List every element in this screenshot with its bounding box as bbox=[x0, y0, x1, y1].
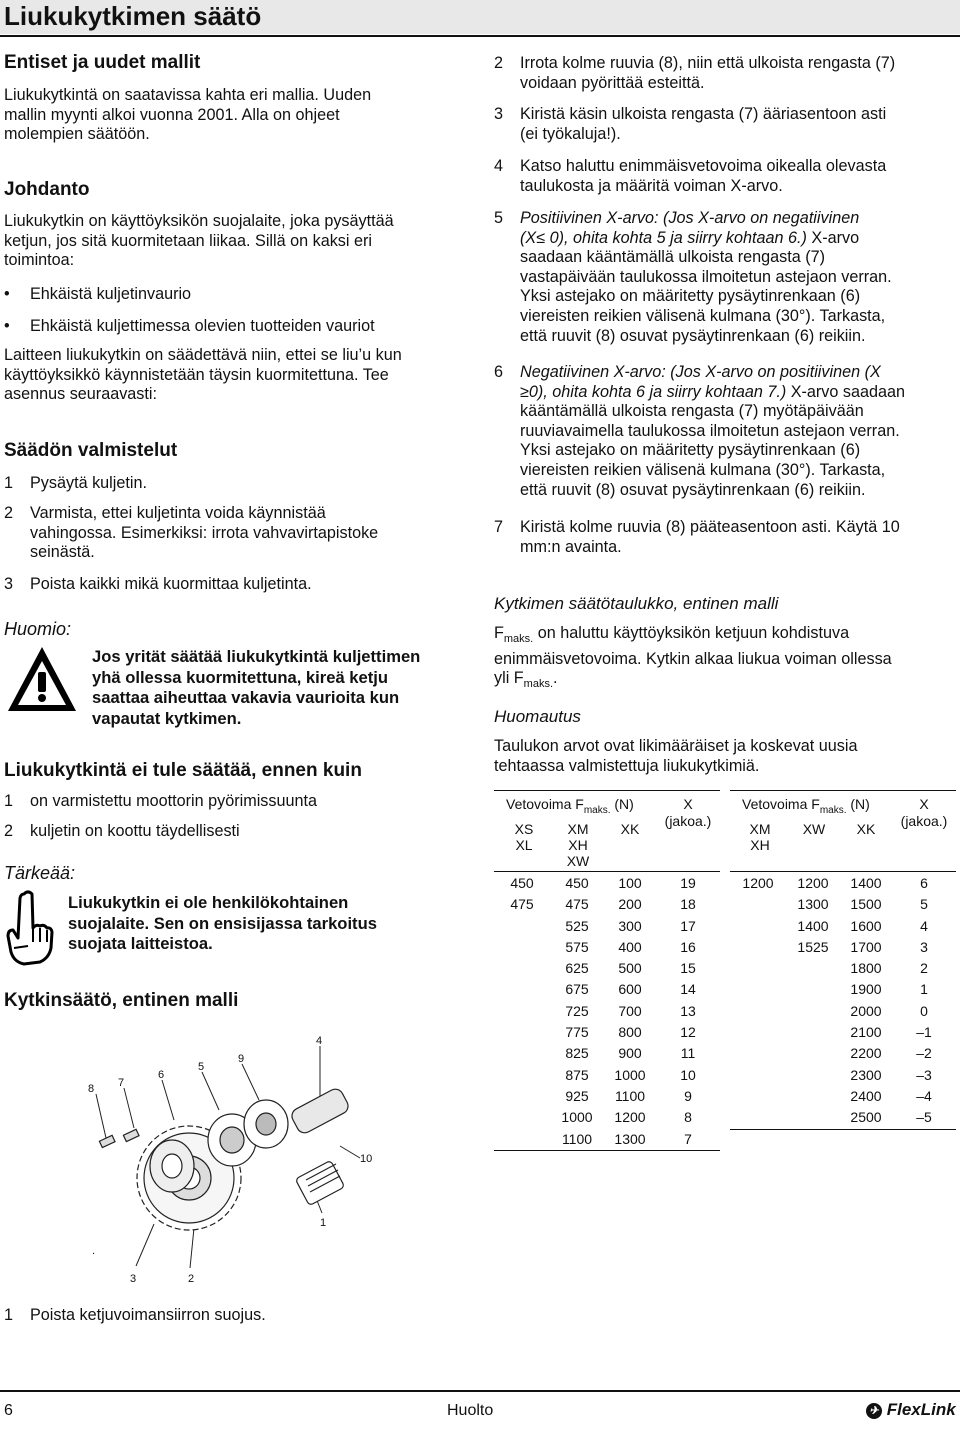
table-row bbox=[494, 1001, 720, 1022]
table-cell: 700 bbox=[618, 1002, 642, 1019]
table-row bbox=[494, 1086, 720, 1107]
step-4: 4 Katso haluttu enimmäisvetovoima oikealla olevasta taulukosta ja määritä voiman X-arvo. bbox=[494, 157, 887, 195]
part-label: 5 bbox=[198, 1061, 205, 1073]
table-body bbox=[730, 873, 956, 1129]
table-cell: 8 bbox=[684, 1109, 692, 1126]
table-row bbox=[730, 937, 956, 958]
table-row bbox=[730, 1107, 956, 1128]
important-label: Tärkeää: bbox=[4, 863, 76, 883]
table-cell: 925 bbox=[565, 1087, 589, 1104]
table-cell: 1100 bbox=[614, 1087, 646, 1104]
table-cell bbox=[730, 937, 786, 958]
table-cell: 19 bbox=[680, 875, 696, 891]
table-cell bbox=[494, 1001, 550, 1022]
table-cell: 525 bbox=[565, 917, 589, 934]
condition-item-1: 1 on varmistettu moottorin pyörimissuunta bbox=[4, 792, 317, 810]
pointing-hand-icon bbox=[6, 890, 54, 966]
table-row bbox=[494, 916, 720, 937]
page-title: Liukukytkimen säätö bbox=[4, 1, 262, 31]
prep-step-2: 2 Varmista, ettei kuljetinta voida käynnistää vahingossa. Esimerkiksi: irrota vahvavirtapistoke seinästä. bbox=[4, 504, 379, 562]
heading-old-model: Kytkinsäätö, entinen malli bbox=[4, 990, 239, 1011]
table-cell bbox=[730, 1107, 786, 1128]
table-cell: 825 bbox=[565, 1045, 589, 1062]
model-group: XM XH bbox=[749, 821, 771, 853]
part-label: 3 bbox=[130, 1273, 137, 1285]
table-cell bbox=[730, 1086, 786, 1107]
table-cell: 7 bbox=[684, 1130, 692, 1147]
table-row bbox=[730, 1065, 956, 1086]
table-row bbox=[494, 1065, 720, 1086]
friction-disc bbox=[150, 1140, 194, 1192]
table-cell: 575 bbox=[565, 938, 589, 955]
leader-line bbox=[340, 1146, 360, 1158]
table-cell bbox=[494, 1086, 550, 1107]
footer-rule bbox=[0, 1390, 960, 1392]
table-row bbox=[494, 937, 720, 958]
table-cell: 625 bbox=[565, 960, 589, 977]
bullet-item: • Ehkäistä kuljetinvaurio bbox=[4, 285, 192, 303]
table-cell: 400 bbox=[618, 938, 642, 955]
table-cell: 18 bbox=[680, 896, 696, 913]
part-label: 8 bbox=[88, 1083, 95, 1095]
spring bbox=[295, 1160, 344, 1205]
table-cell: 725 bbox=[565, 1002, 589, 1019]
title-rule bbox=[0, 35, 960, 37]
table-cell: 1800 bbox=[850, 960, 882, 977]
table-cell: 900 bbox=[618, 1045, 642, 1062]
header-force: Vetovoima $F_{maks.}$ (N) bbox=[742, 796, 870, 816]
table-cell: 2000 bbox=[850, 1002, 882, 1019]
table-cell: 4 bbox=[920, 917, 928, 934]
table-cell bbox=[494, 958, 550, 979]
table-cell bbox=[494, 916, 550, 937]
condition-item-2: 2 kuljetin on koottu täydellisesti bbox=[4, 822, 240, 840]
table-row bbox=[730, 873, 956, 894]
table-row bbox=[730, 979, 956, 1000]
table-cell: 3 bbox=[920, 938, 928, 955]
table-cell bbox=[494, 1107, 550, 1128]
model-group: XK bbox=[620, 821, 640, 837]
table-cell: 2400 bbox=[850, 1087, 882, 1104]
table-cell: 1300 bbox=[614, 1130, 646, 1147]
table-cell: 1000 bbox=[561, 1109, 593, 1126]
table-cell: 1500 bbox=[850, 896, 882, 913]
table-cell: 2200 bbox=[850, 1045, 882, 1062]
heading-intro: Johdanto bbox=[4, 179, 90, 200]
table-cell bbox=[730, 1065, 786, 1086]
leader-line bbox=[162, 1080, 174, 1120]
table-cell: 9 bbox=[684, 1087, 692, 1104]
part-label: 10 bbox=[360, 1153, 373, 1165]
note-label: Huomio: bbox=[4, 619, 72, 639]
warning-text: Jos yrität säätää liukukytkintä kuljettimen yhä ollessa kuormitettuna, kireä ketju saattaa aiheuttaa vakavia vaurioita kun vapautat kytkimen. bbox=[92, 647, 421, 728]
para-models: Liukukytkintä on saatavissa kahta eri mallia. Uuden mallin myynti alkoi vuonna 2001. Alla on ohjeet molempien säätöön. bbox=[4, 86, 372, 144]
header-force: Vetovoima $F_{maks.}$ (N) bbox=[506, 796, 634, 816]
setting-table-right bbox=[730, 790, 956, 1130]
table-cell bbox=[786, 979, 840, 1000]
part-label: 7 bbox=[118, 1077, 125, 1089]
bullet-dot: • bbox=[4, 285, 10, 303]
table-row bbox=[494, 873, 720, 894]
table-cell bbox=[730, 958, 786, 979]
table-row bbox=[730, 894, 956, 915]
table-cell bbox=[786, 1107, 840, 1128]
table-rule bbox=[494, 871, 720, 872]
table-cell: 100 bbox=[618, 875, 642, 891]
table-cell: 1200 bbox=[614, 1109, 646, 1126]
setting-table-left bbox=[494, 790, 720, 1151]
table-cell: 5 bbox=[920, 896, 928, 913]
table-row bbox=[494, 1022, 720, 1043]
table-cell: 500 bbox=[618, 960, 642, 977]
table-cell bbox=[730, 979, 786, 1000]
table-row bbox=[494, 1129, 720, 1150]
part-label: 4 bbox=[316, 1035, 323, 1047]
leader-line bbox=[242, 1064, 259, 1100]
table-rule bbox=[730, 1129, 956, 1130]
table-cell bbox=[786, 1043, 840, 1064]
table-cell: 11 bbox=[680, 1045, 696, 1062]
table-cell: 0 bbox=[920, 1002, 928, 1019]
para-intro: Liukukytkin on käyttöyksikön suojalaite, joka pysäyttää ketjun, jos sitä kuormitetaan liikaa. Sillä on kaksi eri toimintoa: bbox=[4, 212, 394, 270]
leader-line bbox=[202, 1072, 219, 1110]
warning-triangle-icon bbox=[6, 644, 78, 714]
para-instructions: Laitteen liukukytkin on säädettävä niin, ettei se liu’u kun käyttöyksikkö käynnistetään täysin kuormitettuna. Tee asennus seuraavasti: bbox=[4, 346, 402, 404]
fmax-description: $F_{maks.}$ on haluttu käyttöyksikön ketjuun kohdistuva enimmäisvetovoima. Kytkin alkaa liukua voiman ollessa yli $F_{maks.}$. bbox=[494, 624, 892, 691]
table-cell: 200 bbox=[618, 896, 642, 913]
table-cell: 1700 bbox=[850, 938, 882, 955]
table-cell: 14 bbox=[680, 981, 696, 998]
table-cell: –2 bbox=[916, 1045, 932, 1062]
part-label: 6 bbox=[158, 1069, 165, 1081]
page-number: 6 bbox=[4, 1402, 13, 1419]
prep-step-1: 1 Pysäytä kuljetin. bbox=[4, 474, 147, 492]
table-cell: 6 bbox=[920, 875, 928, 891]
note-heading: Huomautus bbox=[494, 707, 581, 726]
model-group: XS XL bbox=[514, 821, 534, 853]
table-cell: 450 bbox=[565, 875, 589, 891]
note-text: Taulukon arvot ovat likimääräiset ja koskevat uusia tehtaassa valmistettuja liukukytkimiä. bbox=[494, 737, 858, 775]
part-label: 9 bbox=[238, 1053, 245, 1065]
table-cell bbox=[730, 916, 786, 937]
table-row bbox=[494, 1043, 720, 1064]
table-cell: 2300 bbox=[850, 1066, 882, 1083]
step-3: 3 Kiristä käsin ulkoista rengasta (7) ääriasentoon asti (ei työkaluja!). bbox=[494, 105, 887, 143]
table-header bbox=[730, 790, 956, 871]
table-cell bbox=[494, 1129, 550, 1150]
table-cell: –4 bbox=[916, 1087, 932, 1104]
table-cell: 2500 bbox=[850, 1109, 882, 1126]
table-cell: 475 bbox=[510, 896, 534, 913]
part-label: 2 bbox=[188, 1273, 195, 1285]
part-label: 1 bbox=[320, 1217, 327, 1229]
header-x: X (jakoa.) bbox=[664, 796, 712, 829]
part-label: . bbox=[92, 1245, 96, 1257]
model-group: XM XH XW bbox=[566, 821, 590, 869]
table-cell: 2100 bbox=[850, 1024, 882, 1041]
table-cell: 10 bbox=[680, 1066, 696, 1083]
table-cell: 1300 bbox=[797, 896, 829, 913]
table-row bbox=[730, 916, 956, 937]
table-cell bbox=[730, 1022, 786, 1043]
table-cell bbox=[494, 1043, 550, 1064]
header-x: X (jakoa.) bbox=[900, 796, 948, 829]
table-cell: 1100 bbox=[561, 1130, 593, 1147]
table-cell bbox=[786, 1086, 840, 1107]
important-text: Liukukytkin ei ole henkilökohtainen suojalaite. Sen on ensisijassa tarkoitus suojata laitteistoa. bbox=[68, 893, 377, 953]
table-cell: 1200 bbox=[797, 875, 829, 891]
leader-line bbox=[190, 1228, 194, 1268]
table-cell: 875 bbox=[565, 1066, 589, 1083]
heading-models: Entiset ja uudet mallit bbox=[4, 52, 201, 73]
heading-preparations: Säädön valmistelut bbox=[4, 440, 178, 461]
table-cell: 17 bbox=[680, 917, 696, 934]
table-header bbox=[494, 790, 720, 871]
table-cell bbox=[494, 1065, 550, 1086]
table-cell bbox=[730, 1043, 786, 1064]
step-6: 6 Negatiivinen X-arvo: (Jos X-arvo on positiivinen (X ≥0), ohita kohta 6 ja siirry kohtaan 7.) X-arvo saadaan kääntämällä ulkoista rengasta (7) myötäpäivään ruuviavaimella taulukossa ilmoitetun astejaon verran. Yksi astejako on määritetty pysäytinrenkaan (6) viereisten reikien välisenä kulmana (30°). Tarkasta, että ruuvit (8) osuvat pysäytinrenkaan (6) reikiin. bbox=[494, 363, 906, 499]
table-cell: 1 bbox=[920, 981, 928, 998]
table-cell: 1400 bbox=[850, 875, 882, 891]
table-heading: Kytkimen säätötaulukko, entinen malli bbox=[494, 594, 779, 613]
table-cell bbox=[494, 979, 550, 1000]
screws bbox=[99, 1129, 139, 1147]
brand-logo: ✈ FlexLink bbox=[866, 1400, 956, 1420]
table-cell: 300 bbox=[618, 917, 642, 934]
step-7: 7 Kiristä kolme ruuvia (8) pääteasentoon asti. Käytä 10 mm:n avainta. bbox=[494, 518, 900, 556]
table-cell: 12 bbox=[680, 1024, 696, 1041]
table-row bbox=[494, 979, 720, 1000]
outer-ring bbox=[244, 1100, 288, 1148]
leader-line bbox=[136, 1224, 154, 1266]
table-cell: 1525 bbox=[797, 938, 829, 955]
table-cell: 1200 bbox=[742, 875, 774, 891]
leader-line bbox=[96, 1094, 106, 1138]
table-cell: 1000 bbox=[614, 1066, 646, 1083]
table-cell: –1 bbox=[916, 1024, 932, 1041]
table-row bbox=[730, 1022, 956, 1043]
table-cell bbox=[494, 1022, 550, 1043]
table-rule bbox=[494, 1150, 720, 1151]
table-cell: 675 bbox=[565, 981, 589, 998]
heading-do-not-adjust: Liukukytkintä ei tule säätää, ennen kuin bbox=[4, 760, 362, 781]
table-cell: 600 bbox=[618, 981, 642, 998]
table-cell: 775 bbox=[565, 1024, 589, 1041]
flexlink-logo-icon: ✈ bbox=[866, 1403, 882, 1419]
table-cell bbox=[786, 1001, 840, 1022]
table-row bbox=[730, 1043, 956, 1064]
table-row bbox=[494, 958, 720, 979]
section-name: Huolto bbox=[447, 1402, 494, 1419]
table-cell bbox=[730, 1001, 786, 1022]
table-cell: 15 bbox=[680, 960, 696, 977]
table-cell bbox=[786, 1022, 840, 1043]
step-5: 5 Positiivinen X-arvo: (Jos X-arvo on negatiivinen (X≤ 0), ohita kohta 5 ja siirry kohtaan 6.) X-arvo saadaan kääntämällä ulkoista rengasta (7) vastapäivään taulukossa ilmoitetun astejaon verran. Yksi astejako on määritetty pysäytinrenkaan (6) viereisten reikien välisenä kulmana (30°). Tarkasta, että ruuvit (8) osuvat pysäytinrenkaan (6) reikiin. bbox=[494, 209, 892, 345]
table-cell: 16 bbox=[680, 938, 696, 955]
table-cell: 1900 bbox=[850, 981, 882, 998]
table-row bbox=[730, 1086, 956, 1107]
step-1: 1 Poista ketjuvoimansiirron suojus. bbox=[4, 1306, 266, 1324]
table-row bbox=[494, 894, 720, 915]
table-cell bbox=[786, 958, 840, 979]
table-row bbox=[494, 1107, 720, 1128]
table-cell: –5 bbox=[916, 1109, 932, 1126]
table-cell bbox=[494, 937, 550, 958]
table-cell: 1600 bbox=[850, 917, 882, 934]
table-cell bbox=[786, 1065, 840, 1086]
table-cell: 800 bbox=[618, 1024, 642, 1041]
table-row bbox=[730, 1001, 956, 1022]
table-rule bbox=[730, 871, 956, 872]
table-row bbox=[730, 958, 956, 979]
table-cell: 450 bbox=[510, 875, 534, 891]
table-body bbox=[494, 873, 720, 1150]
model-group: XK bbox=[856, 821, 876, 837]
step-2: 2 Irrota kolme ruuvia (8), niin että ulkoista rengasta (7) voidaan pyörittää esteittä. bbox=[494, 54, 896, 92]
table-cell: 475 bbox=[565, 896, 589, 913]
table-cell bbox=[730, 894, 786, 915]
leader-line bbox=[124, 1088, 134, 1128]
table-cell: 2 bbox=[920, 960, 928, 977]
model-group: XW bbox=[802, 821, 826, 837]
table-cell: 1400 bbox=[797, 917, 829, 934]
table-cell: –3 bbox=[916, 1066, 932, 1083]
bullet-item: • Ehkäistä kuljettimessa olevien tuotteiden vauriot bbox=[4, 317, 375, 335]
clutch-exploded-diagram bbox=[44, 1028, 424, 1298]
table-cell: 13 bbox=[680, 1002, 696, 1019]
bullet-dot: • bbox=[4, 317, 10, 335]
prep-step-3: 3 Poista kaikki mikä kuormittaa kuljetinta. bbox=[4, 575, 312, 593]
